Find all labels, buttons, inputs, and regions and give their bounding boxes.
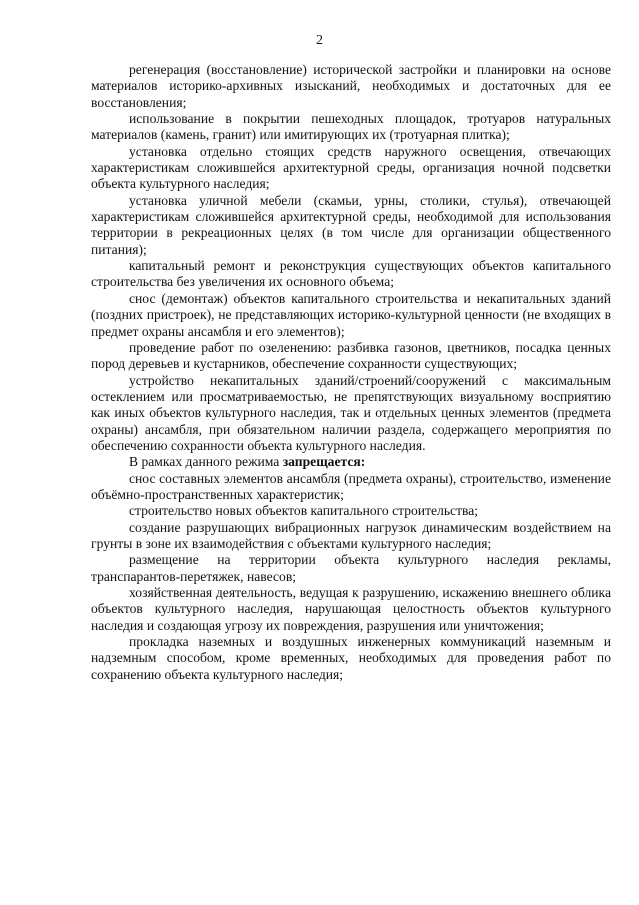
prohibition-heading bbox=[91, 454, 611, 470]
prohibition-lead: В рамках данного режима bbox=[129, 454, 283, 470]
prohibition-keyword: запрещается: bbox=[282, 454, 366, 470]
prohibition-item: строительство новых объектов капитального строительства; bbox=[129, 503, 479, 519]
page-number: 2 bbox=[316, 33, 323, 48]
paragraph: снос (демонтаж) объектов капитального строительства и некапитальных зданий (поздних пристроек), не представляющих историко-культурной ценности (не входящих в предмет охраны ансамбля и его элементов); bbox=[91, 290, 611, 339]
prohibition-item: создание разрушающих вибрационных нагрузок динамическим воздействием на грунты в зоне их взаимодействия с объектами культурного наследия; bbox=[91, 519, 611, 551]
prohibition-item: размещение на территории объекта культурного наследия рекламы, транспарантов-перетяжек, навесов; bbox=[91, 552, 611, 584]
prohibition-item: хозяйственная деятельность, ведущая к разрушению, искажению внешнего облика объектов культурного наследия, нарушающая целостность объектов культурного наследия и создающая угрозу их повреждения, разрушения или уничтожения; bbox=[91, 585, 611, 633]
paragraph: регенерация (восстановление) исторической застройки и планировки на основе материалов историко-архивных изысканий, необходимых и достаточных для ее восстановления; bbox=[91, 62, 611, 110]
paragraph: проведение работ по озеленению: разбивка газонов, цветников, посадка ценных пород деревьев и кустарников, обеспечение сохранности существующих; bbox=[91, 339, 611, 372]
prohibition-item: прокладка наземных и воздушных инженерных коммуникаций наземным и надземным способом, кроме временных, необходимых для проведения работ по сохранению объекта культурного наследия; bbox=[91, 634, 611, 682]
paragraph: устройство некапитальных зданий/строений/сооружений с максимальным остеклением или просматриваемостью, не препятствующих визуальному восприятию как иных объектов культурного наследия, так и отдельных ценных элементов (предмета охраны) ансамбля, при обязательном наличии раздела, содержащего мероприятия по обеспечению сохранности объекта культурного наследия. bbox=[91, 372, 611, 453]
paragraph: капитальный ремонт и реконструкция существующих объектов капитального строительства без увеличения их основного объема; bbox=[91, 258, 611, 290]
prohibition-item: снос составных элементов ансамбля (предмета охраны), строительство, изменение объёмно-пространственных характеристик; bbox=[91, 470, 611, 502]
document-body bbox=[91, 62, 611, 683]
paragraph: установка отдельно стоящих средств наружного освещения, отвечающих характеристикам сложившейся архитектурной среды, организация ночной подсветки объекта культурного наследия; bbox=[91, 143, 611, 192]
paragraph: использование в покрытии пешеходных площадок, тротуаров натуральных материалов (камень, гранит) или имитирующих их (тротуарная плитка); bbox=[91, 111, 611, 143]
paragraph: установка уличной мебели (скамьи, урны, столики, стулья), отвечающей характеристикам сложившейся архитектурной среды, необходимой для использования территории в рекреационных целях (в том числе для организации общественного питания); bbox=[91, 192, 611, 257]
